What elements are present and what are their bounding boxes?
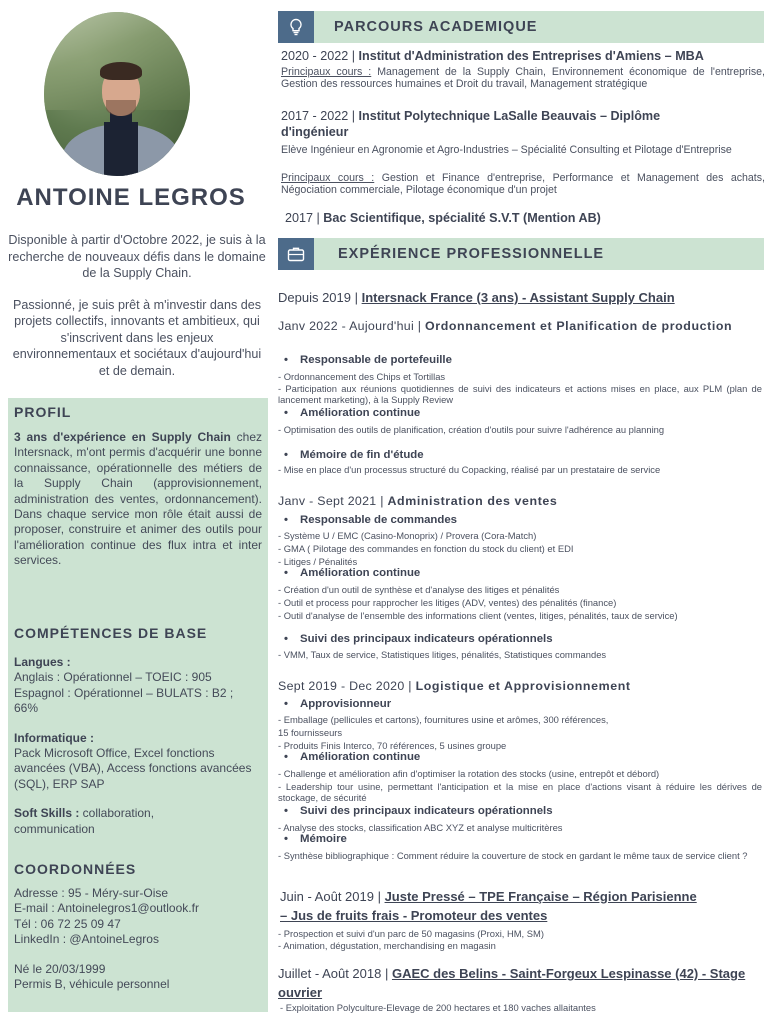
education-2-title: Institut Polytechnique LaSalle Beauvais – Diplôme d'ingénieur <box>281 109 661 139</box>
period-1-item: - Ordonnancement des Chips et Tortillas <box>278 371 446 382</box>
period-3-item: 15 fournisseurs <box>278 727 343 738</box>
period-3-item: - Challenge et amélioration afin d'optimiser la rotation des stocks (usine, entrepôt et débord) <box>278 768 660 779</box>
intro-paragraph-availability: Disponible à partir d'Octobre 2022, je suis à la recherche de nouveaux défis dans le domaine de la Supply Chain. <box>8 233 266 280</box>
job-2-item: - Prospection et suivi d'un parc de 50 magasins (Proxi, HM, SM) <box>278 928 544 939</box>
education-1-line <box>281 48 765 64</box>
period-2-item: - Outil d'analyse de l'ensemble des informations client (ventes, litiges, pénalités, taux de service) <box>278 610 678 621</box>
period-2-item: - GMA ( Pilotage des commandes en fonction du stock du client) et EDI <box>278 543 574 554</box>
period-1-subhead-2: • Amélioration continue <box>300 407 420 419</box>
education-2-courses-label: Principaux cours : <box>281 172 375 184</box>
permis: Permis B, véhicule personnel <box>14 977 170 992</box>
job-2-item: - Animation, dégustation, merchandising en magasin <box>278 940 496 951</box>
education-2-courses <box>281 172 765 197</box>
period-3-item: - Produits Finis Interco, 70 références, 5 usines groupe <box>278 740 507 751</box>
profile-photo <box>44 12 190 176</box>
period-2-item: - VMM, Taux de service, Statistiques litiges, pénalités, Statistiques commandes <box>278 649 607 660</box>
education-2-specialty: Elève Ingénieur en Agronomie et Agro-Industries – Spécialité Consulting et Pilotage d'Entreprise <box>281 144 732 156</box>
informatique-text: Pack Microsoft Office, Excel fonctions avancées (VBA), Access fonctions avancées (SQL), ERP SAP <box>14 746 252 791</box>
period-2-item: - Outil et process pour rapprocher les litiges (ADV, ventes) des pénalités (finance) <box>278 597 617 608</box>
telephone: Tél : 06 72 25 09 47 <box>14 916 121 931</box>
period-3-item: - Emballage (pellicules et cartons), fournitures usine et arômes, 300 références, <box>278 714 609 725</box>
period-3-title: Logistique et Approvisionnement <box>415 679 631 693</box>
job-2-date: Juin - Août 2019 | <box>280 889 385 904</box>
education-3-line <box>285 210 768 226</box>
profil-text <box>14 430 262 569</box>
period-1-subhead-1: • Responsable de portefeuille <box>300 354 452 366</box>
email: E-mail : Antoinelegros1@outlook.fr <box>14 901 199 916</box>
job-1-title: Intersnack France (3 ans) - Assistant Supply Chain <box>361 290 675 305</box>
period-3-subhead-4: • Mémoire <box>300 833 347 845</box>
period-2-subhead-2: • Amélioration continue <box>300 567 420 579</box>
langue-anglais: Anglais : Opérationnel – TOEIC : 905 <box>14 670 212 685</box>
period-3-date: Sept 2019 - Dec 2020 | <box>278 679 416 693</box>
job-1-line <box>278 289 764 306</box>
lightbulb-icon <box>278 11 314 43</box>
period-3-item: - Leadership tour usine, permettant l'anticipation et la mise en place d'actions visant à réduire les dérives de stockage, de sécurité <box>278 781 762 804</box>
period-1-line <box>278 318 762 334</box>
job-3-title: GAEC des Belins - Saint-Forgeux Lespinasse (42) - Stage ouvrier <box>278 966 746 1000</box>
job-2-line <box>280 887 700 925</box>
education-1-courses-label: Principaux cours : <box>281 66 372 78</box>
period-2-line <box>278 493 762 509</box>
period-2-date: Janv - Sept 2021 | <box>278 494 388 508</box>
profil-body: chez Intersnack, m'ont permis d'acquérir une bonne connaissance, opérationnelle des métiers de la Supply Chain (approvisionnement, administration des ventes, ordonnancement). Dans chaque service mon rôle était aussi de proposer, construire et animer des outils pour l'amélioration continue des flux intra et inter services. <box>14 430 262 568</box>
education-3-date: 2017 | <box>285 211 324 225</box>
period-3-subhead-2: • Amélioration continue <box>300 751 420 763</box>
period-2-item: - Litiges / Pénalités <box>278 556 358 567</box>
education-1-date: 2020 - 2022 | <box>281 49 359 63</box>
job-3-date: Juillet - Août 2018 | <box>278 966 392 981</box>
period-3-subhead-1: • Approvisionneur <box>300 698 391 710</box>
education-3-title: Bac Scientifique, spécialité S.V.T (Mention AB) <box>323 211 601 225</box>
experience-title: EXPÉRIENCE PROFESSIONNELLE <box>338 246 605 262</box>
left-column <box>0 0 270 1024</box>
linkedin: LinkedIn : @AntoineLegros <box>14 932 159 947</box>
langues-label: Langues : <box>14 655 71 669</box>
period-2-subhead-1: • Responsable de commandes <box>300 514 457 526</box>
intro-paragraph-motivation: Passionné, je suis prêt à m'investir dans des projets collectifs, innovants et ambitieux, qui s'inscrivent dans les enjeux environnementaux et sociétaux d'aujourd'hui et de demain. <box>12 297 262 378</box>
job-3-item: - Exploitation Polyculture-Elevage de 200 hectares et 180 vaches allaitantes <box>280 1002 596 1013</box>
coordonnees-heading: COORDONNÉES <box>14 861 137 877</box>
adresse: Adresse : 95 - Méry-sur-Oise <box>14 886 169 900</box>
education-1-courses <box>281 66 765 91</box>
academique-title: PARCOURS ACADEMIQUE <box>334 19 538 35</box>
period-3-item: - Synthèse bibliographique : Comment réduire la couverture de stock en gardant le même taux de service client ? <box>278 850 748 861</box>
period-2-title: Administration des ventes <box>387 494 558 508</box>
person-name: ANTOINE LEGROS <box>16 184 246 211</box>
intro-text <box>8 232 266 394</box>
job-2-title: Juste Pressé – TPE Française – Région Parisienne – Jus de fruits frais - Promoteur des ventes <box>280 889 697 923</box>
education-1-courses-text: Management de la Supply Chain, Environnement économique de l'entreprise, Gestion des ressources humaines et Droit du travail, Management stratégique <box>281 66 765 91</box>
profil-heading: PROFIL <box>14 404 72 420</box>
period-2-item: - Création d'un outil de synthèse et d'analyse des litiges et pénalités <box>278 584 560 595</box>
right-column <box>276 0 766 1024</box>
competences-text <box>14 655 262 837</box>
period-1-title: Ordonnancement et Planification de production <box>425 319 733 333</box>
side-panel <box>8 398 268 1012</box>
period-1-item: - Optimisation des outils de planification, création d'outils pour suivre l'adhérence au planning <box>278 424 665 435</box>
coordonnees-text <box>14 886 262 992</box>
period-3-line <box>278 678 762 694</box>
informatique-label: Informatique : <box>14 730 94 745</box>
period-1-date: Janv 2022 - Aujourd'hui | <box>278 319 426 333</box>
period-3-subhead-3: • Suivi des principaux indicateurs opérationnels <box>300 805 553 817</box>
briefcase-icon <box>278 238 314 270</box>
period-1-subhead-3: • Mémoire de fin d'étude <box>300 449 424 461</box>
soft-skills-label: Soft Skills : <box>14 806 80 821</box>
academique-header <box>278 11 764 43</box>
soft-skills-text: collaboration, communication <box>14 806 155 836</box>
period-1-item: - Mise en place d'un processus structuré du Copacking, réalisé par un prestataire de service <box>278 464 661 475</box>
job-1-date: Depuis 2019 | <box>278 290 362 305</box>
profil-lead: 3 ans d'expérience en Supply Chain <box>14 430 231 444</box>
job-3-line <box>278 964 764 1002</box>
period-2-item: - Système U / EMC (Casino-Monoprix) / Provera (Cora-Match) <box>278 530 537 541</box>
education-1-title: Institut d'Administration des Entreprises d'Amiens – MBA <box>358 49 704 63</box>
education-2-date: 2017 - 2022 | <box>281 109 359 123</box>
education-2-courses-text: Gestion et Finance d'entreprise, Performance et Management des achats, Négociation commerciale, Pilotage économique d'un projet <box>281 172 765 197</box>
education-2-line <box>281 108 721 140</box>
period-1-item: - Participation aux réunions quotidiennes de suivi des indicateurs et actions mises en place, aux PLM (plan de lancement marketing), à la Supply Review <box>278 383 762 406</box>
date-naissance: Né le 20/03/1999 <box>14 961 106 976</box>
period-3-item: - Analyse des stocks, classification ABC XYZ et analyse multicritères <box>278 822 563 833</box>
experience-header <box>278 238 764 270</box>
period-2-subhead-3: • Suivi des principaux indicateurs opérationnels <box>300 633 553 645</box>
competences-heading: COMPÉTENCES DE BASE <box>14 625 208 641</box>
langue-espagnol: Espagnol : Opérationnel – BULATS : B2 ; 66% <box>14 685 234 716</box>
